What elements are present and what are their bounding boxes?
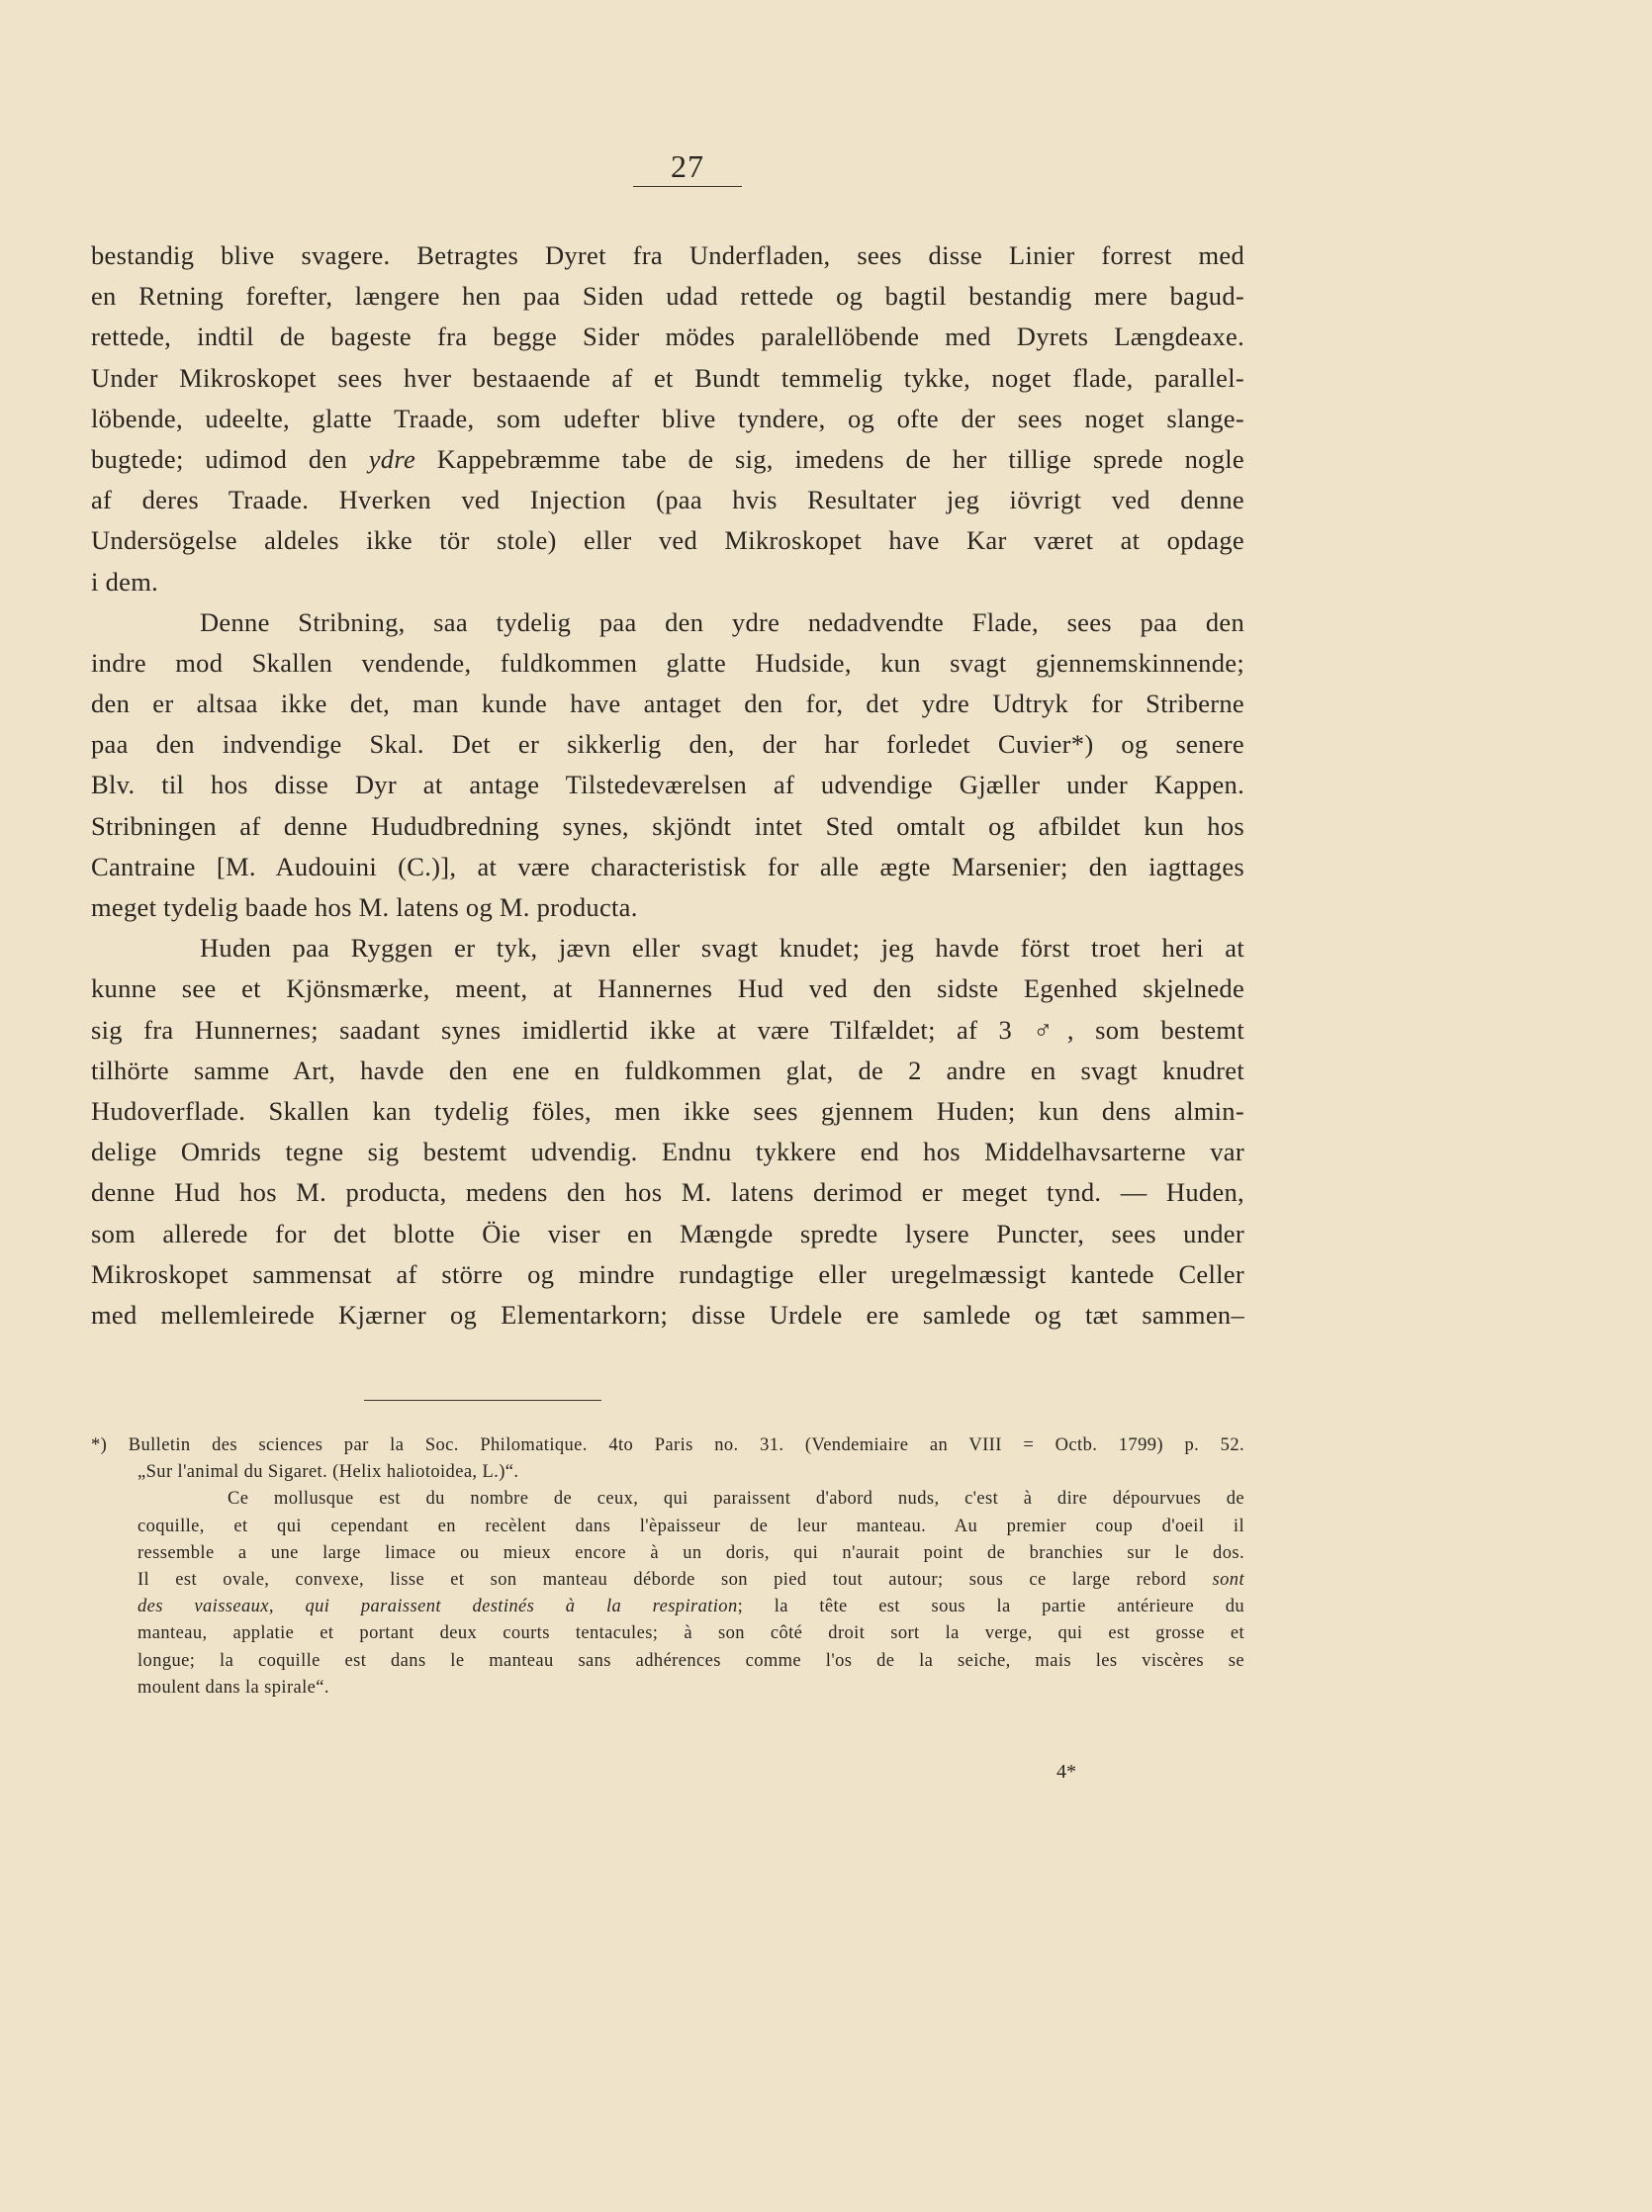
body-line: bestandig blive svagere. Betragtes Dyret fra Underfladen, sees disse Linier forrest med — [91, 240, 1244, 270]
footnote-line: manteau, applatie et portant deux courts tentacules; à son côté droit sort la verge, qui est grosse et — [138, 1623, 1244, 1644]
footnote-line: moulent dans la spirale“. — [138, 1677, 329, 1698]
body-line: den er altsaa ikke det, man kunde have antaget den for, det ydre Udtryk for Striberne — [91, 689, 1244, 719]
body-line: en Retning forefter, længere hen paa Siden udad rettede og bagtil bestandig mere bagud- — [91, 281, 1244, 312]
footnotes — [91, 1432, 1244, 1702]
footnote-line-part: ; la tête est sous la partie antérieure du — [737, 1597, 1244, 1617]
footnote-line-italic: des vaisseaux, qui paraissent destinés à la respiration — [138, 1597, 738, 1617]
body-line: sig fra Hunnernes; saadant synes imidlertid ikke at være Tilfældet; af 3 ♂, som bestemt — [91, 1014, 1244, 1045]
footnote-rule — [364, 1400, 601, 1401]
body-line: löbende, udeelte, glatte Traade, som udefter blive tyndere, og ofte der sees noget slange- — [91, 403, 1244, 433]
body-line-part: Kappebræmme tabe de sig, imedens de her tillige sprede nogle — [415, 443, 1244, 474]
body-line: denne Hud hos M. producta, medens den hos M. latens derimod er meget tynd. — Huden, — [91, 1177, 1244, 1208]
page-number-rule — [633, 186, 742, 187]
body-text — [91, 235, 1244, 1336]
body-line: rettede, indtil de bageste fra begge Sider mödes paralellöbende med Dyrets Længdeaxe. — [91, 322, 1244, 352]
footnote-line: Ce mollusque est du nombre de ceux, qui paraissent d'abord nuds, c'est à dire dépourvues de — [228, 1489, 1244, 1510]
footnote-line-italic: sont — [1212, 1569, 1244, 1590]
body-line: som allerede for det blotte Öie viser en Mængde spredte lysere Puncter, sees under — [91, 1218, 1244, 1248]
footnote-line: „Sur l'animal du Sigaret. (Helix haliotoidea, L.)“. — [138, 1462, 519, 1483]
body-line: Mikroskopet sammensat af större og mindre rundagtige eller uregelmæssigt kantede Celler — [91, 1258, 1244, 1289]
footnote-line: coquille, et qui cependant en recèlent dans l'èpaisseur de leur manteau. Au premier coup d'oeil il — [138, 1516, 1244, 1536]
body-line: Huden paa Ryggen er tyk, jævn eller svagt knudet; jeg havde först troet heri at — [200, 933, 1244, 964]
body-line: kunne see et Kjönsmærke, meent, at Hannernes Hud ved den sidste Egenhed skjelnede — [91, 973, 1244, 1004]
body-line: i dem. — [91, 566, 159, 597]
footnote-line: ressemble a une large limace ou mieux encore à un doris, qui n'aurait point de branchies sur le dos. — [138, 1542, 1244, 1563]
body-line: delige Omrids tegne sig bestemt udvendig. Endnu tykkere end hos Middelhavsarterne var — [91, 1137, 1244, 1167]
body-line — [91, 439, 1244, 480]
body-line: Hudoverflade. Skallen kan tydelig föles, men ikke sees gjennem Huden; kun dens almin- — [91, 1095, 1244, 1126]
footnote-line — [91, 1594, 1244, 1620]
body-line-italic: ydre — [368, 443, 416, 474]
body-line: meget tydelig baade hos M. latens og M. producta. — [91, 892, 638, 922]
body-line: Undersögelse aldeles ikke tör stole) eller ved Mikroskopet have Kar været at opdage — [91, 525, 1244, 556]
body-line: Denne Stribning, saa tydelig paa den ydre nedadvendte Flade, sees paa den — [200, 606, 1244, 637]
body-line: Cantraine [M. Audouini (C.)], at være characteristisk for alle ægte Marsenier; den iagttages — [91, 851, 1244, 881]
body-line: Blv. til hos disse Dyr at antage Tilstedeværelsen af udvendige Gjæller under Kappen. — [91, 770, 1244, 800]
body-line: paa den indvendige Skal. Det er sikkerlig den, der har forledet Cuvier*) og senere — [91, 729, 1244, 760]
body-line: af deres Traade. Hverken ved Injection (paa hvis Resultater jeg iövrigt ved denne — [91, 485, 1244, 515]
body-line: med mellemleirede Kjærner og Elementarkorn; disse Urdele ere samlede og tæt sammen– — [91, 1299, 1244, 1330]
footnote-line: longue; la coquille est dans le manteau sans adhérences comme l'os de la seiche, mais les viscères se — [138, 1650, 1244, 1671]
body-line: Stribningen af denne Hududbredning synes, skjöndt intet Sted omtalt og afbildet kun hos — [91, 810, 1244, 841]
body-line: tilhörte samme Art, havde den ene en fuldkommen glat, de 2 andre en svagt knudret — [91, 1055, 1244, 1085]
body-line-part: bugtede; udimod den — [91, 443, 369, 474]
footnote-line-part: Il est ovale, convexe, lisse et son manteau déborde son pied tout autour; sous ce large rebord — [138, 1569, 1213, 1590]
footnote-line — [91, 1567, 1244, 1594]
body-line: Under Mikroskopet sees hver bestaaende af et Bundt temmelig tykke, noget flade, parallel- — [91, 362, 1244, 393]
page-number: 27 — [671, 148, 704, 184]
signature-mark: 4* — [1056, 1761, 1076, 1783]
footnote-line: *) Bulletin des sciences par la Soc. Philomatique. 4to Paris no. 31. (Vendemiaire an VIII = Octb. 1799) p. 52. — [91, 1435, 1244, 1455]
body-line: indre mod Skallen vendende, fuldkommen glatte Hudside, kun svagt gjennemskinnende; — [91, 647, 1244, 678]
